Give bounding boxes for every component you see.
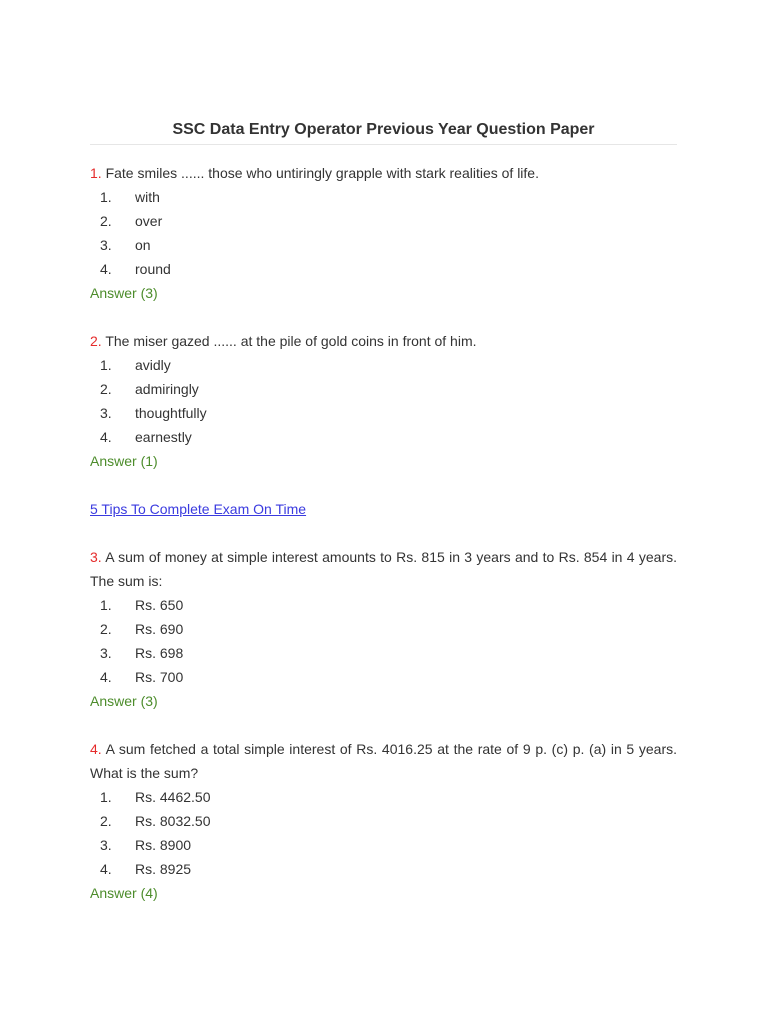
option-item [90, 425, 677, 449]
question-4 [90, 737, 677, 905]
options-list [90, 785, 677, 881]
option-number: 4. [100, 429, 112, 445]
option-label: avidly [135, 357, 171, 373]
page-title: SSC Data Entry Operator Previous Year Question Paper [90, 118, 677, 145]
option-item [90, 593, 677, 617]
option-number: 3. [100, 837, 112, 853]
option-number: 3. [100, 645, 112, 661]
option-label: Rs. 8900 [135, 837, 192, 853]
question-stem: A sum fetched a total simple interest of Rs. 4016.25 at the rate of 9 p. (c) p. (a) in 5 years. What is the sum? [90, 741, 677, 781]
option-item [90, 617, 677, 641]
option-item [90, 257, 677, 281]
question-number: 4. [90, 741, 102, 757]
tips-link[interactable]: 5 Tips To Complete Exam On Time [90, 501, 307, 517]
options-list [90, 185, 677, 281]
document-page [90, 118, 677, 929]
option-number: 4. [100, 669, 112, 685]
options-list [90, 353, 677, 449]
question-stem: Fate smiles ...... those who untiringly grapple with stark realities of life. [101, 165, 539, 181]
question-text [90, 161, 677, 185]
question-text [90, 329, 677, 353]
option-number: 1. [100, 597, 112, 613]
question-3 [90, 545, 677, 713]
option-item [90, 641, 677, 665]
option-number: 4. [100, 261, 112, 277]
question-2 [90, 329, 677, 473]
option-label: admiringly [135, 381, 199, 397]
question-text [90, 545, 677, 593]
option-item [90, 377, 677, 401]
option-label: thoughtfully [135, 405, 207, 421]
question-number: 1. [90, 165, 102, 181]
option-label: earnestly [135, 429, 192, 445]
answer-text: Answer (4) [90, 885, 158, 901]
answer-text: Answer (1) [90, 453, 158, 469]
option-number: 2. [100, 381, 112, 397]
option-item [90, 185, 677, 209]
option-label: Rs. 650 [135, 597, 184, 613]
option-number: 4. [100, 861, 112, 877]
option-label: with [135, 189, 160, 205]
option-number: 3. [100, 237, 112, 253]
question-number: 2. [90, 333, 102, 349]
option-number: 2. [100, 813, 112, 829]
option-item [90, 401, 677, 425]
question-text [90, 737, 677, 785]
option-label: over [135, 213, 163, 229]
option-item [90, 857, 677, 881]
option-label: Rs. 8925 [135, 861, 192, 877]
option-label: on [135, 237, 151, 253]
question-number: 3. [90, 549, 102, 565]
option-number: 1. [100, 189, 112, 205]
option-item [90, 809, 677, 833]
options-list [90, 593, 677, 689]
option-item [90, 233, 677, 257]
option-label: Rs. 8032.50 [135, 813, 211, 829]
option-label: Rs. 690 [135, 621, 184, 637]
option-label: Rs. 698 [135, 645, 184, 661]
option-label: Rs. 4462.50 [135, 789, 211, 805]
question-stem: A sum of money at simple interest amounts to Rs. 815 in 3 years and to Rs. 854 in 4 years. The sum is: [90, 549, 677, 589]
answer-text: Answer (3) [90, 693, 158, 709]
option-item [90, 833, 677, 857]
option-item [90, 785, 677, 809]
option-number: 2. [100, 621, 112, 637]
option-label: round [135, 261, 171, 277]
option-number: 3. [100, 405, 112, 421]
option-item [90, 209, 677, 233]
question-1 [90, 161, 677, 305]
option-item [90, 665, 677, 689]
question-stem: The miser gazed ...... at the pile of gold coins in front of him. [101, 333, 477, 349]
option-number: 1. [100, 357, 112, 373]
option-number: 2. [100, 213, 112, 229]
answer-text: Answer (3) [90, 285, 158, 301]
option-number: 1. [100, 789, 112, 805]
option-item [90, 353, 677, 377]
option-label: Rs. 700 [135, 669, 184, 685]
